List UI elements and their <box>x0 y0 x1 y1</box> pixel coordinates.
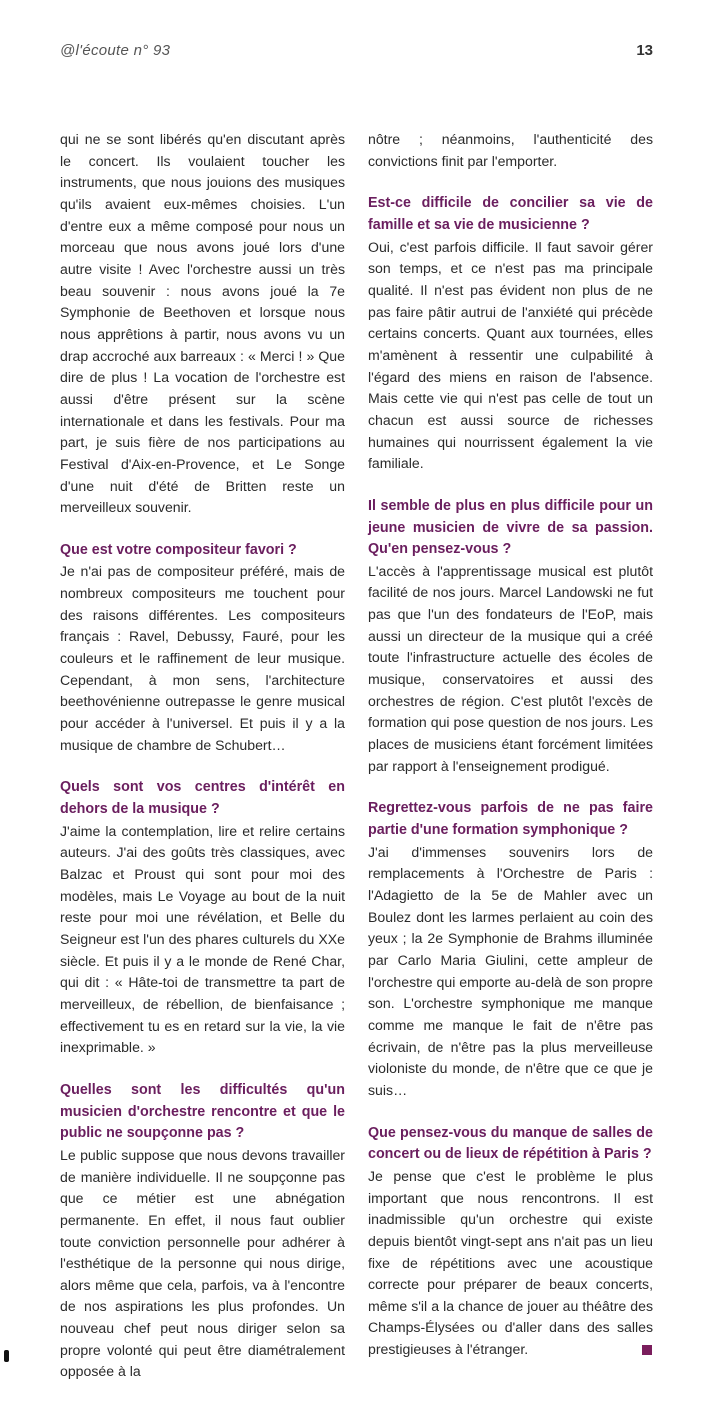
paragraph: J'ai d'immenses souvenirs lors de remplacements à l'Orchestre de Paris : l'Adagietto de la 5e de Mahler avec un Boulez dont les larmes perlaient au coin des yeux ; la 2e Symphonie de Brahms illuminée par Carlo Maria Giulini, cette ampleur de l'orchestre qui emporte au-delà de son propre son. L'orchestre symphonique me manque comme me manque le fait de n'être pas écrivain, de n'être pas la plus merveilleuse violoniste du monde, de n'être que ce que je suis… <box>368 843 653 1098</box>
page-number: 13 <box>636 42 653 59</box>
scan-edge-mark <box>4 1350 9 1362</box>
paragraph: qui ne se sont libérés qu'en discutant après le concert. Ils voulaient toucher les instruments, que nous jouions des musiques qu'ils avaient eux-mêmes choisies. L'un d'entre eux a même composé pour nous un morceau que nous avons joué lors d'une autre visite ! Avec l'orchestre aussi un très beau souvenir : nous avons joué la 7e Symphonie de Beethoven et lorsque nous nous apprêtions à partir, nous avons vu un drap accroché aux barreaux : « Merci ! » Que dire de plus ! La vocation de l'orchestre est aussi d'être présent sur la scène internationale et dans les festivals. Pour ma part, je suis fière de nos participations au Festival d'Aix-en-Provence, et Le Songe d'une nuit d'été de Britten reste un merveilleux souvenir. <box>60 131 345 516</box>
question-heading: Est-ce difficile de concilier sa vie de famille et sa vie de musicienne ? <box>368 195 653 233</box>
paragraph: Le public suppose que nous devons travailler de manière individuelle. Il ne soupçonne pas que ce métier est une abnégation permanente. En effet, il nous faut oublier toute conviction personnelle pour adhérer à l'esthétique de la personne qui nous dirige, alors même que cela, parfois, va à l'encontre de nos aspirations les plus profondes. Un nouveau chef peut nous diriger selon sa propre volonté qui peut être diamétralement opposée à la <box>60 1146 345 1380</box>
closing-paragraph: Je pense que c'est le problème le plus important que nous rencontrons. Il est inadmissible qu'un orchestre qui existe depuis bientôt vingt-sept ans n'ait pas un lieu fixe de répétitions avec une acoustique correcte pour préparer de beaux concerts, même s'il a la chance de jouer au théâtre des Champs-Élysées ou d'aller dans des salles prestigieuses à l'étranger. <box>368 1167 653 1358</box>
paragraph: J'aime la contemplation, lire et relire certains auteurs. J'ai des goûts très classiques, avec Balzac et Proust qui sont pour moi des modèles, mais Le Voyage au bout de la nuit reste pour moi une révélation, et Belle du Seigneur est l'un des phares culturels du XXe siècle. Et puis il y a le monde de René Char, qui dit : « Hâte-toi de transmettre ta part de merveilleux, de rébellion, de bienfaisance ; effectivement tu es en retard sur la vie, la vie inexprimable. » <box>60 822 345 1056</box>
question-heading: Il semble de plus en plus difficile pour un jeune musicien de vivre de sa passion. Qu'en pensez-vous ? <box>368 497 653 558</box>
question-heading: Que pensez-vous du manque de salles de concert ou de lieux de répétition à Paris ? <box>368 1124 653 1163</box>
article-column-left <box>60 129 345 1383</box>
question-heading: Quelles sont les difficultés qu'un musicien d'orchestre rencontre et que le public ne soupçonne pas ? <box>60 1081 345 1142</box>
running-head: @l'écoute n° 93 <box>60 42 171 59</box>
question-heading: Regrettez-vous parfois de ne pas faire partie d'une formation symphonique ? <box>368 800 653 839</box>
paragraph: Oui, c'est parfois difficile. Il faut savoir gérer son temps, et ce n'est pas ma principale qualité. Il n'est pas évident non plus de ne pas faire pâtir autrui de l'anxiété qui précède certains concerts. Quant aux tournées, elles m'amènent à ressentir une culpabilité à l'égard des miens en raison de l'absence. Mais cette vie qui n'est pas celle de tout un chacun est aussi source de richesses humaines qui nourrissent également la vie familiale. <box>368 238 653 472</box>
paragraph: L'accès à l'apprentissage musical est plutôt facilité de nos jours. Marcel Landowski ne fut pas que l'un des fondateurs de l'EoP, mais aussi un directeur de la musique qui a créé toute l'infrastructure actuelle des écoles de musique, conservatoires et aussi des orchestres de région. C'est plutôt l'excès de formation qui pose question de nos jours. Les places de musiciens étant forcément limitées par rapport à l'enseignement prodigué. <box>368 562 653 774</box>
end-of-article-square-icon <box>642 1345 652 1355</box>
paragraph: Je n'ai pas de compositeur préféré, mais de nombreux compositeurs me touchent pour des raisons différentes. Les compositeurs français : Ravel, Debussy, Fauré, pour les couleurs et le raffinement de leur musique. Cependant, à mon sens, l'architecture beethovénienne outrepasse le genre musical pour accéder à l'universel. Et puis il y a la musique de chambre de Schubert… <box>60 563 345 753</box>
question-heading: Quels sont vos centres d'intérêt en dehors de la musique ? <box>60 779 345 818</box>
article-column-right <box>368 129 653 1361</box>
question-heading: Que est votre compositeur favori ? <box>60 541 297 558</box>
paragraph: nôtre ; néanmoins, l'authenticité des convictions finit par l'emporter. <box>368 131 653 169</box>
